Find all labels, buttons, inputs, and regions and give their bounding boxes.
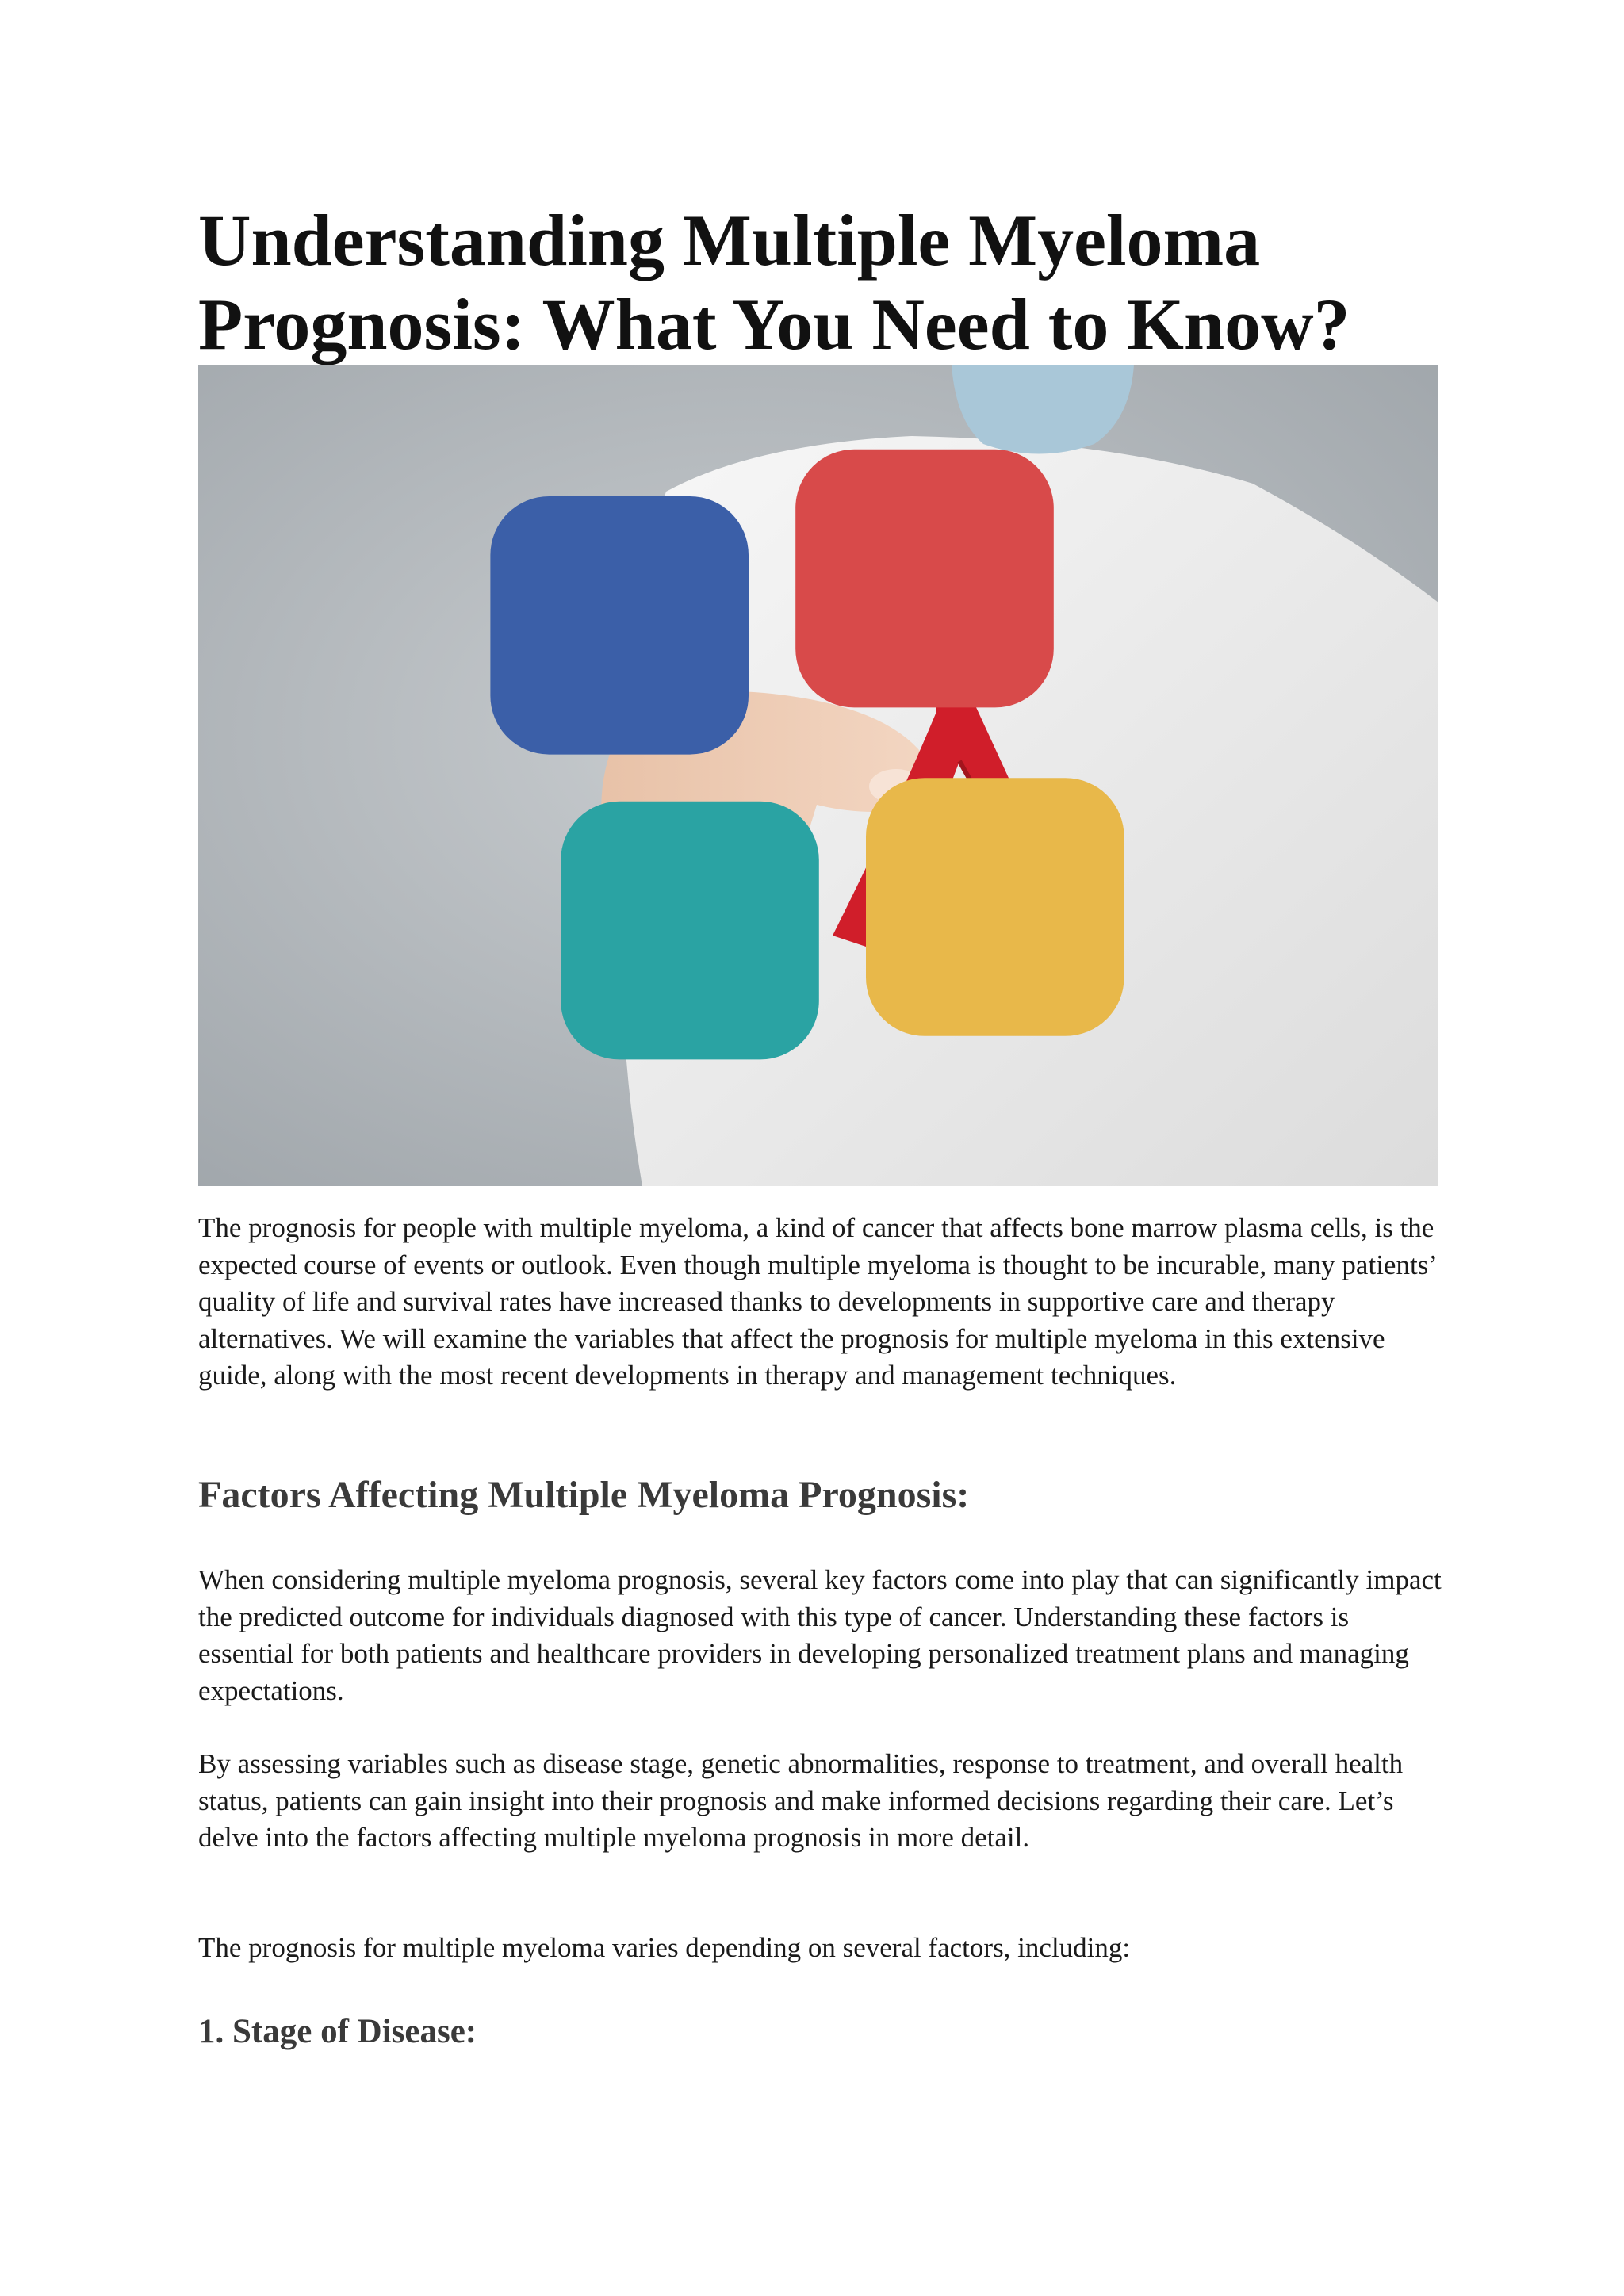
brand-logo-icon (198, 379, 1427, 1186)
body-paragraph-2: By assessing variables such as disease stage, genetic abnormalities, response to treatment, and overall health status, patients can gain insight into their prognosis and make informed decisions regarding their care. Let’s delve into the factors affecting multiple myeloma prognosis in more detail. (198, 1748, 1404, 1853)
article-title: Understanding Multiple Myeloma Prognosis: What You Need to Know? (198, 200, 1350, 365)
intro-paragraph: The prognosis for people with multiple myeloma, a kind of cancer that affects bone marrow plasma cells, is the expected course of events or outlook. Even though multiple myeloma is thought to be incurable, many patients’ quality of life and survival rates have increased thanks to developments in supportive care and therapy alternatives. We will examine the variables that affect the prognosis for multiple myeloma in this extensive guide, along with the most recent developments in therapy and management techniques. (198, 1212, 1436, 1391)
section-heading: Factors Affecting Multiple Myeloma Prognosis: (198, 1474, 970, 1516)
body-paragraph-1: When considering multiple myeloma prognosis, several key factors come into play that can significantly impact the predicted outcome for individuals diagnosed with this type of cancer. Understanding these factors is essential for both patients and healthcare providers in developing personalized treatment plans and managing expectations. (198, 1564, 1442, 1706)
hero-image (198, 365, 1438, 1186)
body-paragraph-3: The prognosis for multiple myeloma varies depending on several factors, including: (198, 1932, 1131, 1963)
subheading-stage: 1. Stage of Disease: (198, 2013, 477, 2050)
